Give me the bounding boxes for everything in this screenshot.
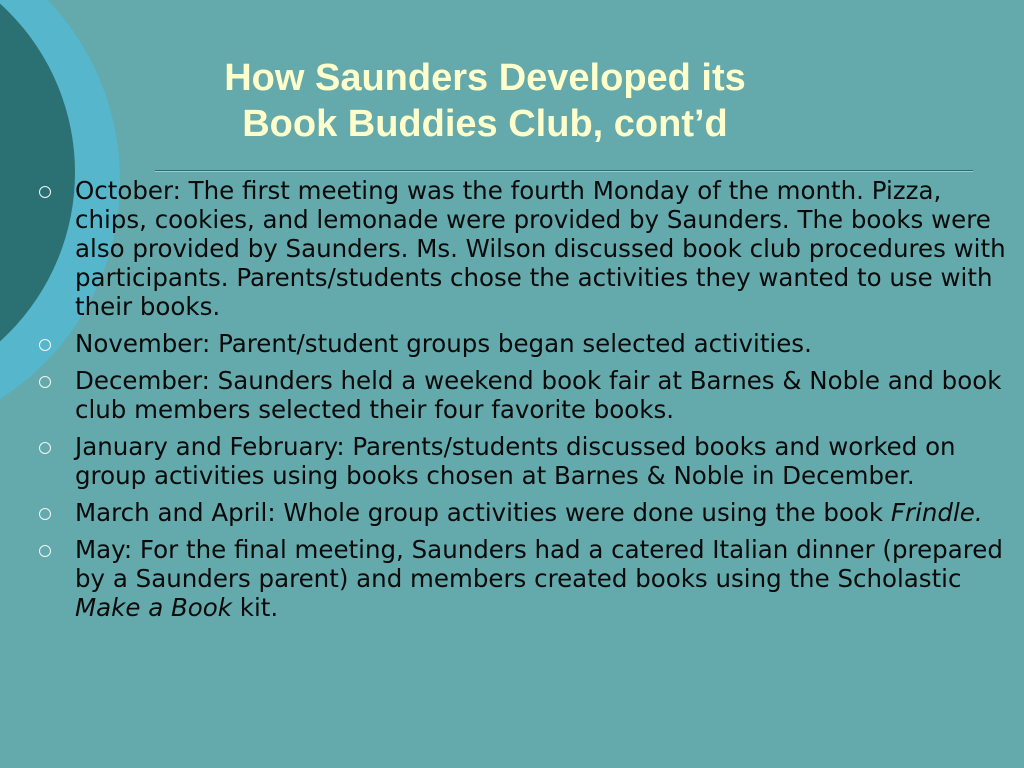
bullet-item-october bbox=[35, 176, 1010, 321]
circle-bullet-icon bbox=[39, 442, 51, 454]
bullet-item-december bbox=[35, 366, 1010, 424]
bullet-text: October: The first meeting was the fourth Monday of the month. Pizza, chips, cookies, and lemonade were provided by Saunders. The books were also provided by Saunders. Ms. Wilson discussed book club procedures with participants. Parents/students chose the activities they wanted to use with their books. bbox=[75, 176, 1006, 321]
bullet-text-end: kit. bbox=[231, 593, 279, 622]
circle-bullet-icon bbox=[39, 545, 51, 557]
bullet-item-november bbox=[35, 329, 1010, 358]
slide-title-line-2: Book Buddies Club, cont’d bbox=[242, 103, 728, 145]
bullet-list bbox=[35, 176, 1010, 630]
circle-bullet-icon bbox=[39, 508, 51, 520]
slide-title-line-1: How Saunders Developed its bbox=[224, 57, 746, 99]
kit-name-make-a-book: Make a Book bbox=[75, 593, 232, 622]
slide-title bbox=[150, 55, 820, 147]
circle-bullet-icon bbox=[39, 376, 51, 388]
circle-bullet-icon bbox=[39, 339, 51, 351]
bullet-text: May: For the final meeting, Saunders had a catered Italian dinner (prepared by a Saunders parent) and members created books using the Scholastic bbox=[75, 535, 1003, 593]
bullet-item-january-february bbox=[35, 432, 1010, 490]
circle-bullet-icon bbox=[39, 186, 51, 198]
title-divider bbox=[155, 170, 973, 172]
bullet-text: November: Parent/student groups began selected activities. bbox=[75, 329, 812, 358]
bullet-text: January and February: Parents/students discussed books and worked on group activities using books chosen at Barnes & Noble in December. bbox=[75, 432, 956, 490]
book-title-frindle: Frindle. bbox=[890, 498, 983, 527]
bullet-text: December: Saunders held a weekend book fair at Barnes & Noble and book club members selected their four favorite books. bbox=[75, 366, 1002, 424]
bullet-item-may bbox=[35, 535, 1010, 622]
bullet-text: March and April: Whole group activities were done using the book bbox=[75, 498, 891, 527]
bullet-item-march-april bbox=[35, 498, 1010, 527]
